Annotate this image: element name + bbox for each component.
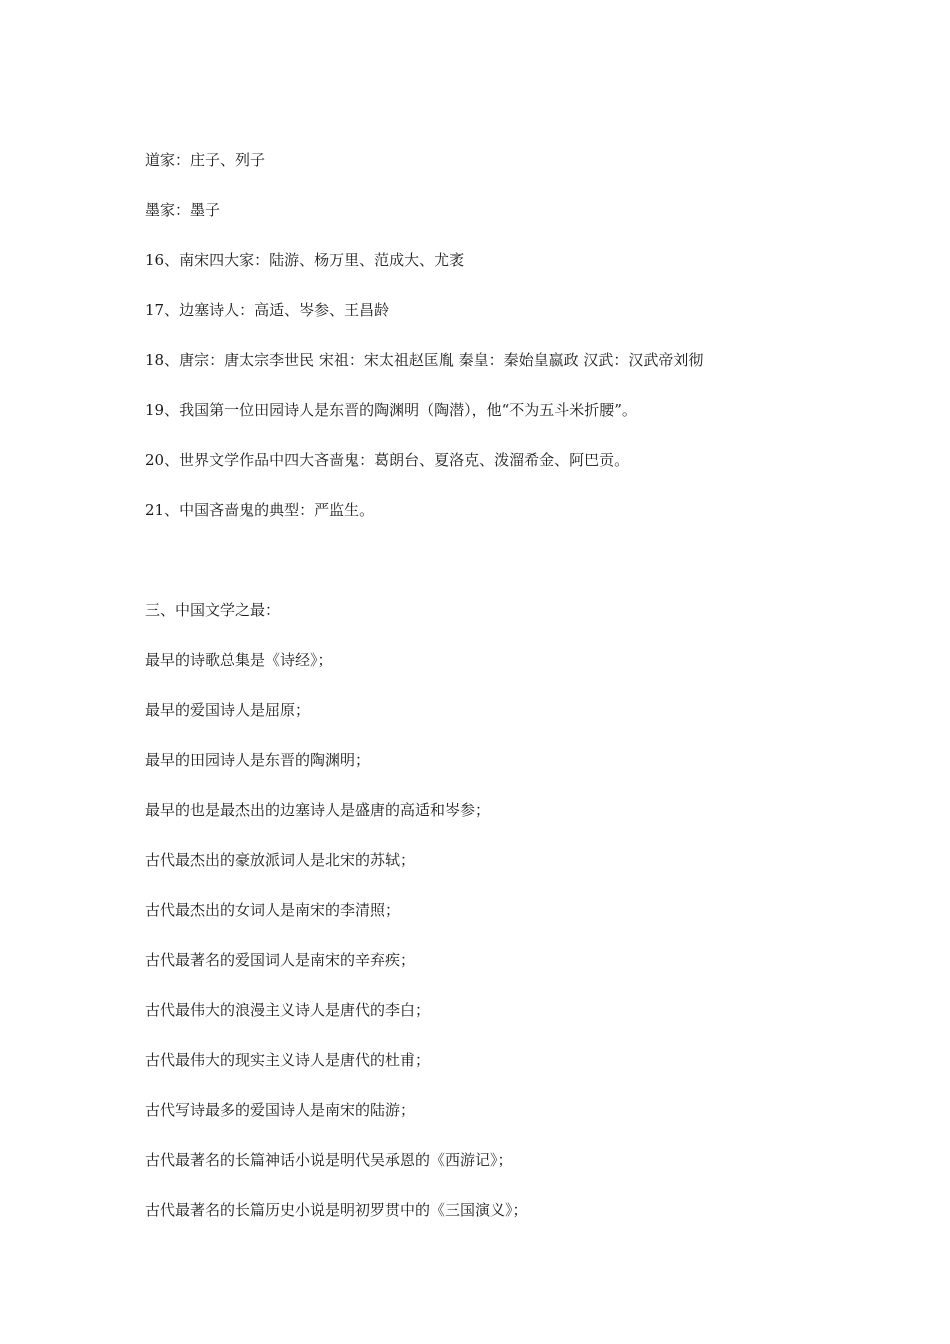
text-line-21: 21、中国吝啬鬼的典型：严监生。 [145,501,375,519]
list-item: 最早的田园诗人是东晋的陶渊明； [145,751,371,769]
section-heading: 三、中国文学之最： [145,601,281,619]
text-line-18: 18、唐宗：唐太宗李世民 宋祖：宋太祖赵匡胤 秦皇：秦始皇嬴政 汉武：汉武帝刘彻 [145,351,704,369]
list-item: 古代最伟大的现实主义诗人是唐代的杜甫； [145,1051,431,1069]
list-item: 古代最著名的长篇神话小说是明代吴承恩的《西游记》； [145,1151,513,1169]
list-item: 最早的诗歌总集是《诗经》； [145,651,333,669]
list-item: 古代写诗最多的爱国诗人是南宋的陆游； [145,1101,416,1119]
text-line-19: 19、我国第一位田园诗人是东晋的陶渊明（陶潜），他“不为五斗米折腰”。 [145,401,637,419]
text-line-16: 16、南宋四大家：陆游、杨万里、范成大、尤袤 [145,251,465,269]
list-item: 最早的也是最杰出的边塞诗人是盛唐的高适和岑参； [145,801,491,819]
list-item: 古代最著名的爱国词人是南宋的辛弃疾； [145,951,416,969]
document-body [145,148,865,1248]
list-item: 最早的爱国诗人是屈原； [145,701,311,719]
list-item: 古代最杰出的豪放派词人是北宋的苏轼； [145,851,416,869]
text-line-mojia: 墨家：墨子 [145,201,221,219]
text-line-20: 20、世界文学作品中四大吝啬鬼：葛朗台、夏洛克、泼溜希金、阿巴贡。 [145,451,630,469]
text-line-daojia: 道家：庄子、列子 [145,151,266,169]
list-item: 古代最伟大的浪漫主义诗人是唐代的李白； [145,1001,431,1019]
section-spacer [145,548,865,598]
list-item: 古代最著名的长篇历史小说是明初罗贯中的《三国演义》； [145,1201,528,1219]
text-line-17: 17、边塞诗人：高适、岑参、王昌龄 [145,301,390,319]
list-item: 古代最杰出的女词人是南宋的李清照； [145,901,401,919]
